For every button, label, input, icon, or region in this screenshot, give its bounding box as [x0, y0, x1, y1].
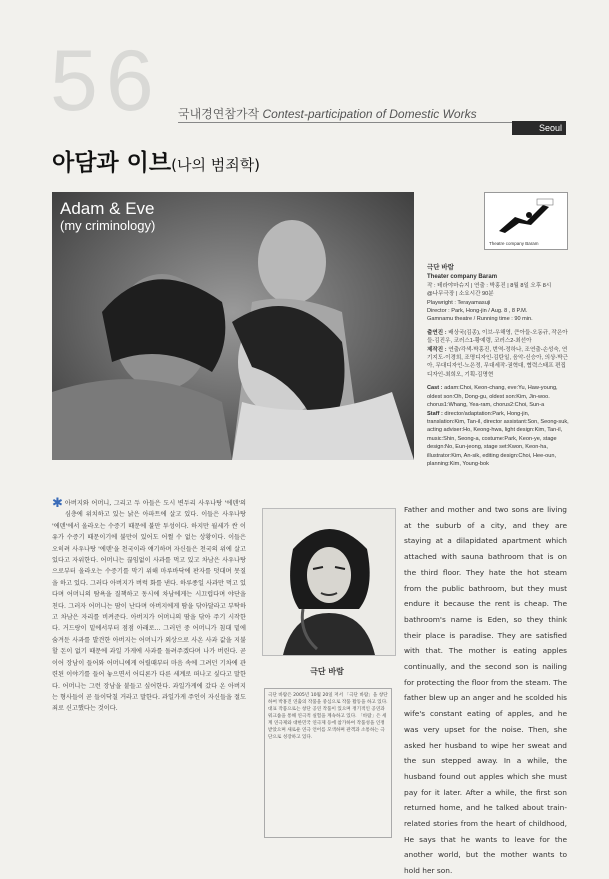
city-badge: Seoul — [512, 121, 566, 135]
cast-ko-label: 출연진 : — [427, 329, 447, 336]
issue-number: 56 — [50, 33, 162, 129]
cast-text: adam:Choi, Keon-chang, eve:Yu, Haw-young, oldest son:Oh, Dong-gu, oldest son:Kim, Jin-woo. chorus1:Whang, Yea-ram, chorus2:Choi, Sun-a — [427, 385, 558, 409]
logo-caption: Theatre company Baram — [489, 241, 539, 246]
synopsis-korean — [52, 498, 246, 715]
synopsis-korean-text: 아버지와 어머니, 그리고 두 아들은 도시 변두리 사우나탕 '에덴'의 심층에 위치하고 있는 낡은 아파트에 살고 있다. 이들은 사우나탕 '에덴'에서 올라오는 수증기 때문에 불만 투성이다. 하지만 월세가 싼 이유가 수증기 때문이기에 불만이 있어도 어쩔 수 없는 상황이다. 이들은 오히려 사우나탕 '에덴'을 천국이라 얘기하며 자신들은 천국의 위에 살고 있다고 자위한다. 어머니는 끊임없이 사과를 먹고 있고 차남은 사우나탕으로부터 올라오는 수증기를 막기 위해 마루바닥에 판자를 덧대며 못질을 하고 있다. 그러다 아버지가 버럭 화를 낸다. 하루종일 사과만 먹고 있다며 어머니의 탐욕을 질책하고 동시에 차남에게는 시끄럽다며 야단을 친다. 그러자 어머니는 땀이 난다며 아버지에게 땀을 닦아달라고 부탁하고 차남은 자리를 비켜준다. 아버지가 어머니의 땀을 닦아 주기 시작한다. 거드랑이 밑에서부터 점점 아래로... 그러던 중 어머니가 침대 밑에 숨겨둔 사과를 발견한 아버지는 어머니가 외상으로 사온 사과 값을 지불할 돈이 없기 때문에 과일 가게에 사과를 돌려주겠다며 나가 버린다. 곧이어 장남이 들어와 어머니에게 어릴때부터 마음 속에 그려던 기차에 관련된 이야기를 들어 놓으면서 어디론가 다른 세계로 떠나고 싶다고 말한다. 어머니는 그런 장남을 붙들고 싶어한다. 과일가게에 갔다 온 아버지는 형사들이 곧 들이닥칠 거라고 말한다. 과일가게 주인이 자신들을 절도죄로 신고했다는 것이다. — [52, 500, 246, 713]
credit-ko: 작 : 테라야마슈지 | 연출 : 박홍진 | 8월 8일 오후 8시 — [427, 282, 552, 289]
photo-subtitle-en: (my criminology) — [60, 218, 156, 233]
cast-ko — [427, 329, 569, 346]
playwright: Playwright : Terayamasuji — [427, 299, 491, 306]
category-english: Contest-participation of Domestic Works — [262, 107, 477, 121]
header-rule — [178, 122, 566, 123]
troupe-name-en: Theater company Baram — [427, 274, 498, 281]
cast-label: Cast : — [427, 385, 443, 392]
staff-ko-text: 연출/각색-박홍진, 번역-정하나, 조연출-손성숙, 연기지도-이경희, 조명디자인-김탄일, 음악-신승아, 의상-박근아, 무대디자인-노은정, 무대세작-권혁대, 협력스태프 편집디자인-최희오, 기획-김명현 — [427, 346, 569, 378]
photo-title-en: Adam & Eve — [60, 199, 155, 218]
photo-caption — [60, 200, 155, 234]
synopsis-english: Father and mother and two sons are living at the suburb of a city, and they are staying at a dilapidated apartment which attached with sauna bathroom that is on the third floor. They hate the hot steam from the public bathroom, but they must endure it because the rent is cheap. The bathroom's name is Eden, so they think their place is paradise. They are satisfied with that. The mother is eating apples continually, and the second son is nailing for protecting the floor from the steam. The father blew up an anger and he scolded his wife's constant eating of apples, and he was very upset for the noise. Then, she asked her husband to wipe her sweat and the sun stepped away. In a while, the husband found out apples which she must pay for it later. After a while, the first son returned home, and he talked about train-related stories from the heart of childhood, He says that he wants to leave for the another world, but the mother wants to hold her son. — [404, 505, 567, 876]
troupe-name-ko: 극단 바람 — [427, 264, 454, 271]
cast-en — [427, 384, 569, 409]
portrait-image — [263, 509, 395, 655]
category-line — [178, 105, 477, 122]
production-info — [427, 264, 569, 468]
staff-text: director/adaptation:Park, Hong-jin, translation:Kim, Tan-il, director assistant:Son, Seong-suk, acting adviser:Ho, Keong-hwa, light design:Kim, Tan-il, music:Shin, Seong-a, costume:Park, Keon-ye, stage design:No, Eun-jeong, stage set:Kwon, Keon-ha, illustrator:Kim, An-sik, editing design:Choi, Hee-oun, planning:Kim, Young-bok — [427, 410, 569, 467]
title-main: 아담과 이브 — [52, 150, 172, 176]
troupe-label: 극단 바람 — [310, 667, 344, 676]
director-portrait — [262, 508, 396, 656]
cast-ko-text: 배상국(김종), 이브-우해영, 큰아들-오동규, 작은아들-김진우, 코러스1-황예령, 코러스2-최선아 — [427, 329, 568, 345]
staff-ko — [427, 346, 569, 380]
venue: Gamnamu theatre / Running time : 90 min. — [427, 316, 533, 323]
production-photo — [52, 192, 414, 460]
title-sub: (나의 범죄학) — [171, 156, 261, 174]
staff-label: Staff : — [427, 410, 443, 417]
staff-en — [427, 410, 569, 469]
troupe-logo — [484, 192, 568, 250]
troupe-description: 극단 바람은 2005년 10월 20일 저서 「극단 바람」을 창단하여 박홍진 연출의 작품을 중심으로 작품 활동을 하고 있다. 대표 작품으로는 창단 공연 작품이 있으며 정기적인 공연과 워크숍을 통해 연극적 실험을 계속하고 있다. 「바람」은 세계 연극제와 대한민국 연극제 등에 참가하여 작품성을 인정받았으며 새로운 연극 언어를 모색하며 관객과 소통하는 극단으로 성장하고 있다. — [264, 688, 392, 838]
venue-ko: @나무극장 | 소요시간 90분 — [427, 291, 494, 298]
category-korean: 국내경연참가작 — [178, 107, 260, 121]
page-title — [52, 144, 260, 177]
dancer-logo-icon — [485, 193, 567, 239]
asterisk-icon: ✱ — [52, 496, 63, 511]
director: Director : Park, Hong-jin / Aug. 8 , 8 P.M. — [427, 308, 528, 315]
staff-ko-label: 제작진 : — [427, 346, 447, 353]
